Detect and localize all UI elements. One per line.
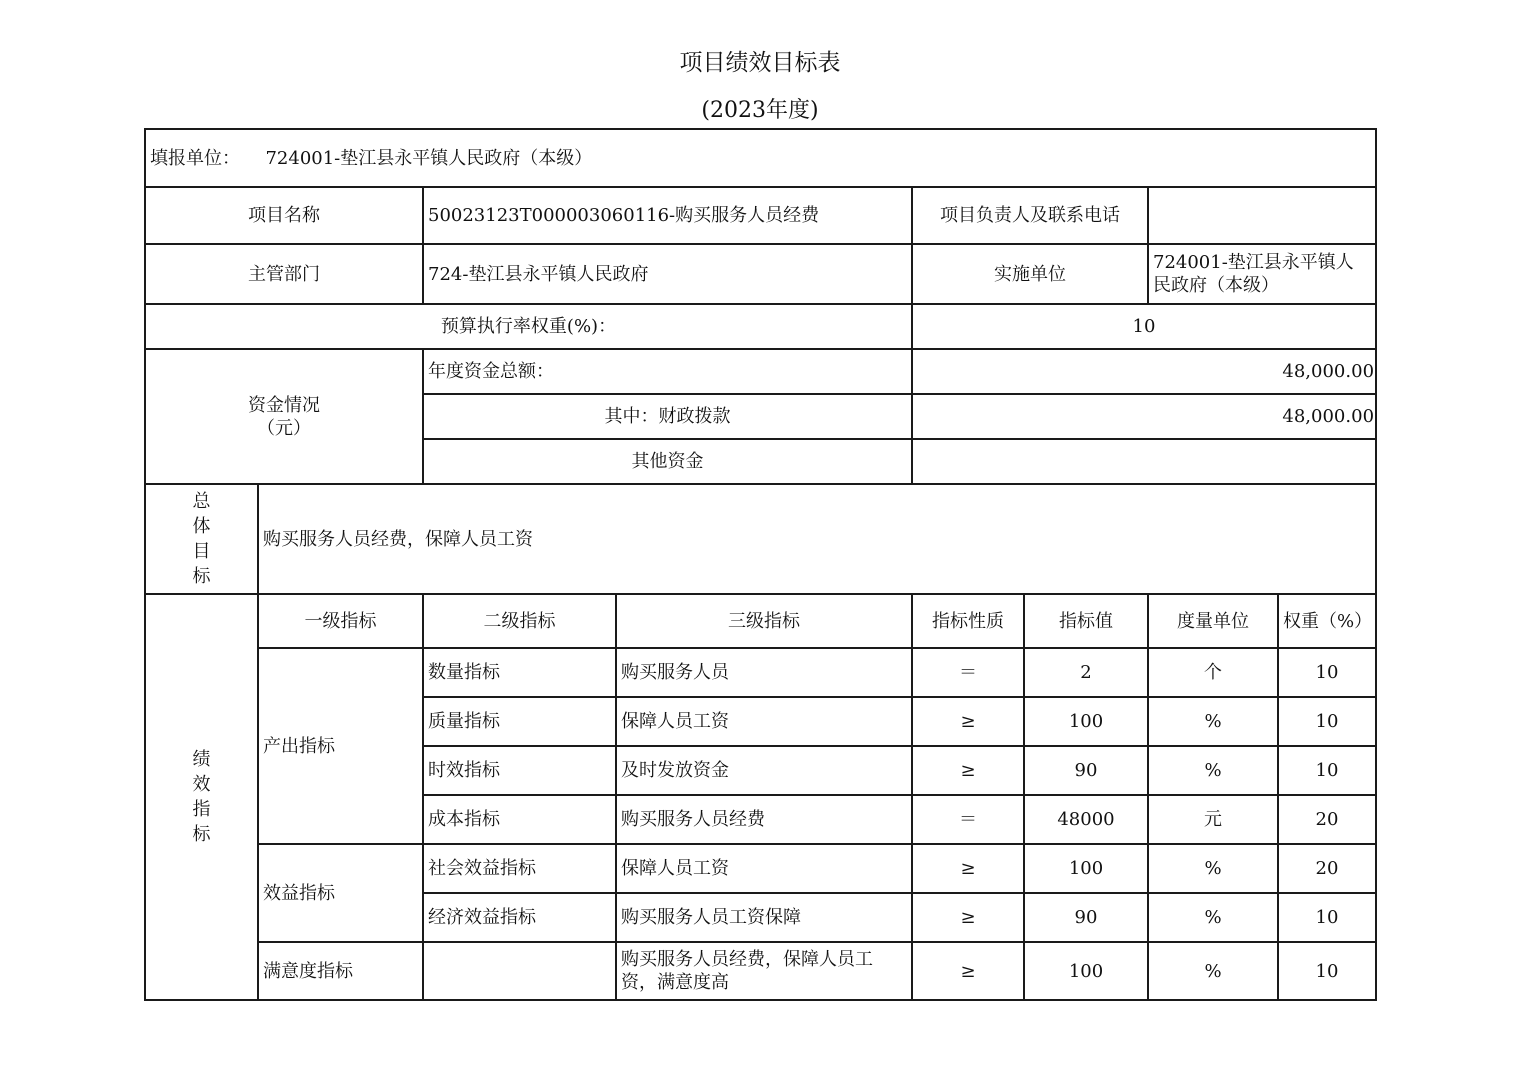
table-header-row <box>145 594 1376 648</box>
level1-output: 产出指标 <box>258 648 423 844</box>
funds-label-line2: （元） <box>257 417 311 439</box>
row-nature: ≥ <box>912 844 1024 893</box>
funds-other-value <box>912 439 1376 484</box>
contact-label: 项目负责人及联系电话 <box>912 187 1148 244</box>
row-level2: 社会效益指标 <box>423 844 616 893</box>
row-nature: ＝ <box>912 648 1024 697</box>
department-label: 主管部门 <box>145 244 423 304</box>
budget-weight-row <box>145 304 1376 349</box>
row-value: 2 <box>1024 648 1148 697</box>
row-value: 100 <box>1024 697 1148 746</box>
funds-label-line1: 资金情况 <box>248 394 320 416</box>
row-unit: % <box>1148 697 1278 746</box>
header-weight: 权重（%） <box>1278 594 1376 648</box>
row-level3: 保障人员工资 <box>616 697 912 746</box>
row-nature: ≥ <box>912 893 1024 942</box>
row-level3: 购买服务人员 <box>616 648 912 697</box>
row-unit: % <box>1148 844 1278 893</box>
row-unit: % <box>1148 893 1278 942</box>
row-weight: 20 <box>1278 844 1376 893</box>
project-name-value: 50023123T000003060116-购买服务人员经费 <box>423 187 912 244</box>
filler-value: 724001-垫江县永平镇人民政府（本级） <box>265 147 593 169</box>
performance-target-table <box>144 128 1377 1001</box>
row-level2 <box>423 942 616 1000</box>
funds-fiscal-label: 其中：财政拨款 <box>423 394 912 439</box>
row-weight: 10 <box>1278 746 1376 795</box>
row-weight: 10 <box>1278 697 1376 746</box>
row-level2: 成本指标 <box>423 795 616 844</box>
row-level2: 经济效益指标 <box>423 893 616 942</box>
page-subtitle: (2023年度) <box>701 98 819 123</box>
row-level2: 时效指标 <box>423 746 616 795</box>
budget-weight-label: 预算执行率权重(%)： <box>145 304 912 349</box>
header-value: 指标值 <box>1024 594 1148 648</box>
table-row <box>145 942 1376 1000</box>
overall-goal-row <box>145 484 1376 594</box>
row-unit: % <box>1148 746 1278 795</box>
row-level2: 质量指标 <box>423 697 616 746</box>
row-level3: 购买服务人员经费 <box>616 795 912 844</box>
level1-satisfaction: 满意度指标 <box>258 942 423 1000</box>
row-value: 90 <box>1024 893 1148 942</box>
funds-total-label: 年度资金总额： <box>423 349 912 394</box>
header-level2: 二级指标 <box>423 594 616 648</box>
row-level3: 购买服务人员经费，保障人员工资，满意度高 <box>616 942 912 1000</box>
header-unit: 度量单位 <box>1148 594 1278 648</box>
implementer-label: 实施单位 <box>912 244 1148 304</box>
performance-label: 绩 效 指 标 <box>145 594 258 1000</box>
header-level3: 三级指标 <box>616 594 912 648</box>
funds-total-row <box>145 349 1376 394</box>
row-unit: 个 <box>1148 648 1278 697</box>
row-weight: 10 <box>1278 893 1376 942</box>
table-row <box>145 648 1376 697</box>
project-name-label: 项目名称 <box>145 187 423 244</box>
funds-total-value: 48,000.00 <box>912 349 1376 394</box>
row-nature: ＝ <box>912 795 1024 844</box>
page-title: 项目绩效目标表 <box>679 50 841 76</box>
overall-goal-value: 购买服务人员经费，保障人员工资 <box>258 484 1376 594</box>
department-row <box>145 244 1376 304</box>
funds-other-label: 其他资金 <box>423 439 912 484</box>
implementer-value: 724001-垫江县永平镇人民政府（本级） <box>1148 244 1376 304</box>
department-value: 724-垫江县永平镇人民政府 <box>423 244 912 304</box>
contact-value <box>1148 187 1376 244</box>
row-value: 100 <box>1024 942 1148 1000</box>
row-weight: 10 <box>1278 648 1376 697</box>
filler-label: 填报单位： <box>150 147 240 169</box>
header-level1: 一级指标 <box>258 594 423 648</box>
budget-weight-value: 10 <box>912 304 1376 349</box>
funds-label <box>145 349 423 484</box>
row-unit: % <box>1148 942 1278 1000</box>
row-value: 90 <box>1024 746 1148 795</box>
table-row <box>145 844 1376 893</box>
row-level3: 及时发放资金 <box>616 746 912 795</box>
row-value: 48000 <box>1024 795 1148 844</box>
filler-row <box>145 129 1376 187</box>
row-weight: 20 <box>1278 795 1376 844</box>
row-nature: ≥ <box>912 942 1024 1000</box>
overall-goal-label: 总 体 目 标 <box>145 484 258 594</box>
row-value: 100 <box>1024 844 1148 893</box>
row-level3: 购买服务人员工资保障 <box>616 893 912 942</box>
row-unit: 元 <box>1148 795 1278 844</box>
filler-cell <box>145 129 1376 187</box>
funds-fiscal-value: 48,000.00 <box>912 394 1376 439</box>
level1-benefit: 效益指标 <box>258 844 423 942</box>
project-name-row <box>145 187 1376 244</box>
row-weight: 10 <box>1278 942 1376 1000</box>
row-level2: 数量指标 <box>423 648 616 697</box>
header-nature: 指标性质 <box>912 594 1024 648</box>
row-nature: ≥ <box>912 697 1024 746</box>
row-nature: ≥ <box>912 746 1024 795</box>
row-level3: 保障人员工资 <box>616 844 912 893</box>
